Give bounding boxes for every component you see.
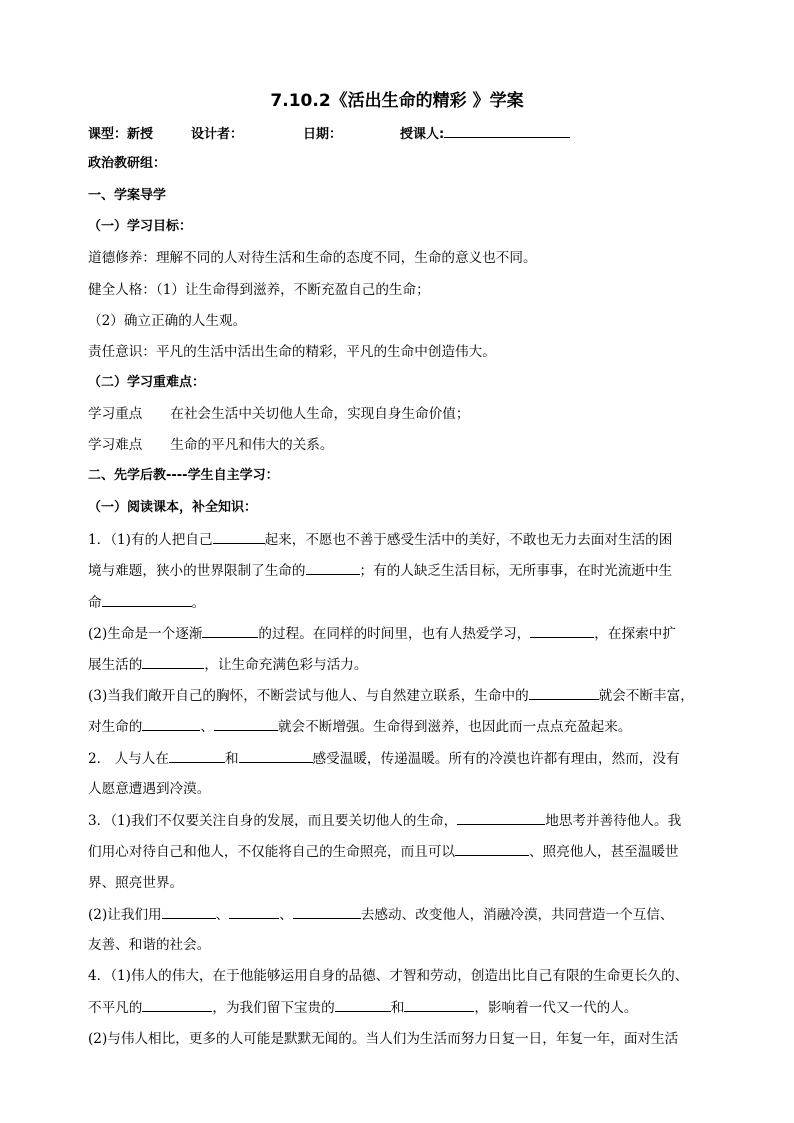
- fill-blank[interactable]: [229, 904, 279, 919]
- meta-row: [88, 123, 708, 145]
- section-heading-1: 一、学案导学: [88, 188, 167, 203]
- teacher-label: 授课人:: [400, 127, 445, 142]
- key-point-label: 学习重点: [88, 406, 143, 422]
- fill-blank[interactable]: [529, 685, 599, 700]
- question-1-line: (3)当我们敞开自己的胸怀，不断尝试与他人、与自然建立联系，生命中的 就会不断丰富，: [88, 685, 708, 706]
- fill-blank[interactable]: [530, 623, 594, 638]
- date-label: 日期：: [303, 127, 343, 142]
- question-2-line: 人愿意遭遇到冷漠。: [88, 781, 211, 797]
- question-3-line: 友善、和谐的社会。: [88, 937, 211, 953]
- goal-line: 责任意识：平凡的生活中活出生命的精彩，平凡的生命中创造伟大。: [88, 344, 496, 360]
- question-3-line: (2)让我们用 、 、 去感动、改变他人，消融冷漠，共同营造一个互信、: [88, 904, 708, 925]
- key-heading: （二）学习重难点：: [88, 375, 206, 390]
- section-heading-2: 二、先学后教----学生自主学习：: [88, 468, 279, 483]
- reading-heading: （一）阅读课本，补全知识：: [88, 500, 258, 515]
- question-4-line: 不平凡的 ，为我们留下宝贵的 和 ，影响着一代又一代的人。: [88, 997, 708, 1018]
- fill-blank[interactable]: [404, 997, 474, 1012]
- difficulty-row: [88, 435, 708, 455]
- fill-blank[interactable]: [202, 623, 258, 638]
- fill-blank[interactable]: [455, 841, 529, 856]
- fill-blank[interactable]: [239, 748, 313, 763]
- question-3-line: 界、照亮世界。: [88, 875, 184, 891]
- goal-line: 道德修养：理解不同的人对待生活和生命的态度不同，生命的意义也不同。: [88, 250, 537, 266]
- difficulty-label: 学习难点: [88, 437, 143, 453]
- fill-blank[interactable]: [142, 997, 212, 1012]
- fill-blank[interactable]: [169, 748, 225, 763]
- question-1-line: 展生活的 ，让生命充满色彩与活力。: [88, 654, 708, 675]
- difficulty-text: 生命的平凡和伟大的关系。: [170, 437, 334, 453]
- lesson-type: 课型：新授: [88, 127, 154, 142]
- question-3-line: 3．（1)我们不仅要关注自身的发展，而且要关切他人的生命， 地思考并善待他人。我: [88, 810, 708, 831]
- key-point-text: 在社会生活中关切他人生命，实现自身生命价值；: [170, 406, 470, 422]
- question-2-line: 2． 人与人在 和 感受温暖，传递温暖。所有的冷漠也许都有理由，然而，没有: [88, 748, 708, 769]
- fill-blank[interactable]: [293, 904, 361, 919]
- question-3-line: 们用心对待自己和他人，不仅能将自己的生命照亮，而且可以 、照亮他人，甚至温暖世: [88, 841, 708, 862]
- fill-blank[interactable]: [306, 560, 360, 575]
- fill-blank[interactable]: [142, 716, 200, 731]
- question-1-line: 1．（1)有的人把自己 起来，不愿也不善于感受生活中的美好，不敢也无力去面对生活的困: [88, 529, 708, 550]
- question-1-line: 对生命的 、 就会不断增强。生命得到滋养，也因此而一点点充盈起来。: [88, 716, 708, 737]
- goal-line: （2）确立正确的人生观。: [88, 313, 247, 329]
- question-1-line: 命 。: [88, 592, 708, 613]
- fill-blank[interactable]: [162, 904, 216, 919]
- fill-blank[interactable]: [335, 997, 391, 1012]
- designer-label: 设计者：: [191, 127, 244, 142]
- goal-line: 健全人格：（1）让生命得到滋养，不断充盈自己的生命；: [88, 282, 430, 298]
- question-4-line: 4．（1)伟人的伟大，在于他能够运用自身的品德、才智和劳动，创造出比自己有限的生命更长久的、: [88, 968, 689, 984]
- goals-heading: （一）学习目标：: [88, 219, 193, 234]
- question-4-line: (2)与伟人相比，更多的人可能是默默无闻的。当人们为生活而努力日复一日，年复一年，面对生活: [88, 1031, 679, 1047]
- fill-blank[interactable]: [142, 654, 204, 669]
- fill-blank[interactable]: [457, 810, 545, 825]
- teacher-blank: [444, 123, 570, 138]
- fill-blank[interactable]: [214, 716, 278, 731]
- question-1-line: (2)生命是一个逐渐 的过程。在同样的时间里，也有人热爱学习， ，在探索中扩: [88, 623, 708, 644]
- fill-blank[interactable]: [102, 592, 192, 607]
- group-label: 政治教研组：: [88, 156, 167, 171]
- fill-blank[interactable]: [213, 529, 265, 544]
- key-point-row: [88, 404, 708, 424]
- page-title: 7.10.2《活出生命的精彩 》学案: [270, 91, 524, 111]
- question-1-line: 境与难题，狭小的世界限制了生命的 ；有的人缺乏生活目标，无所事事，在时光流逝中生: [88, 560, 708, 581]
